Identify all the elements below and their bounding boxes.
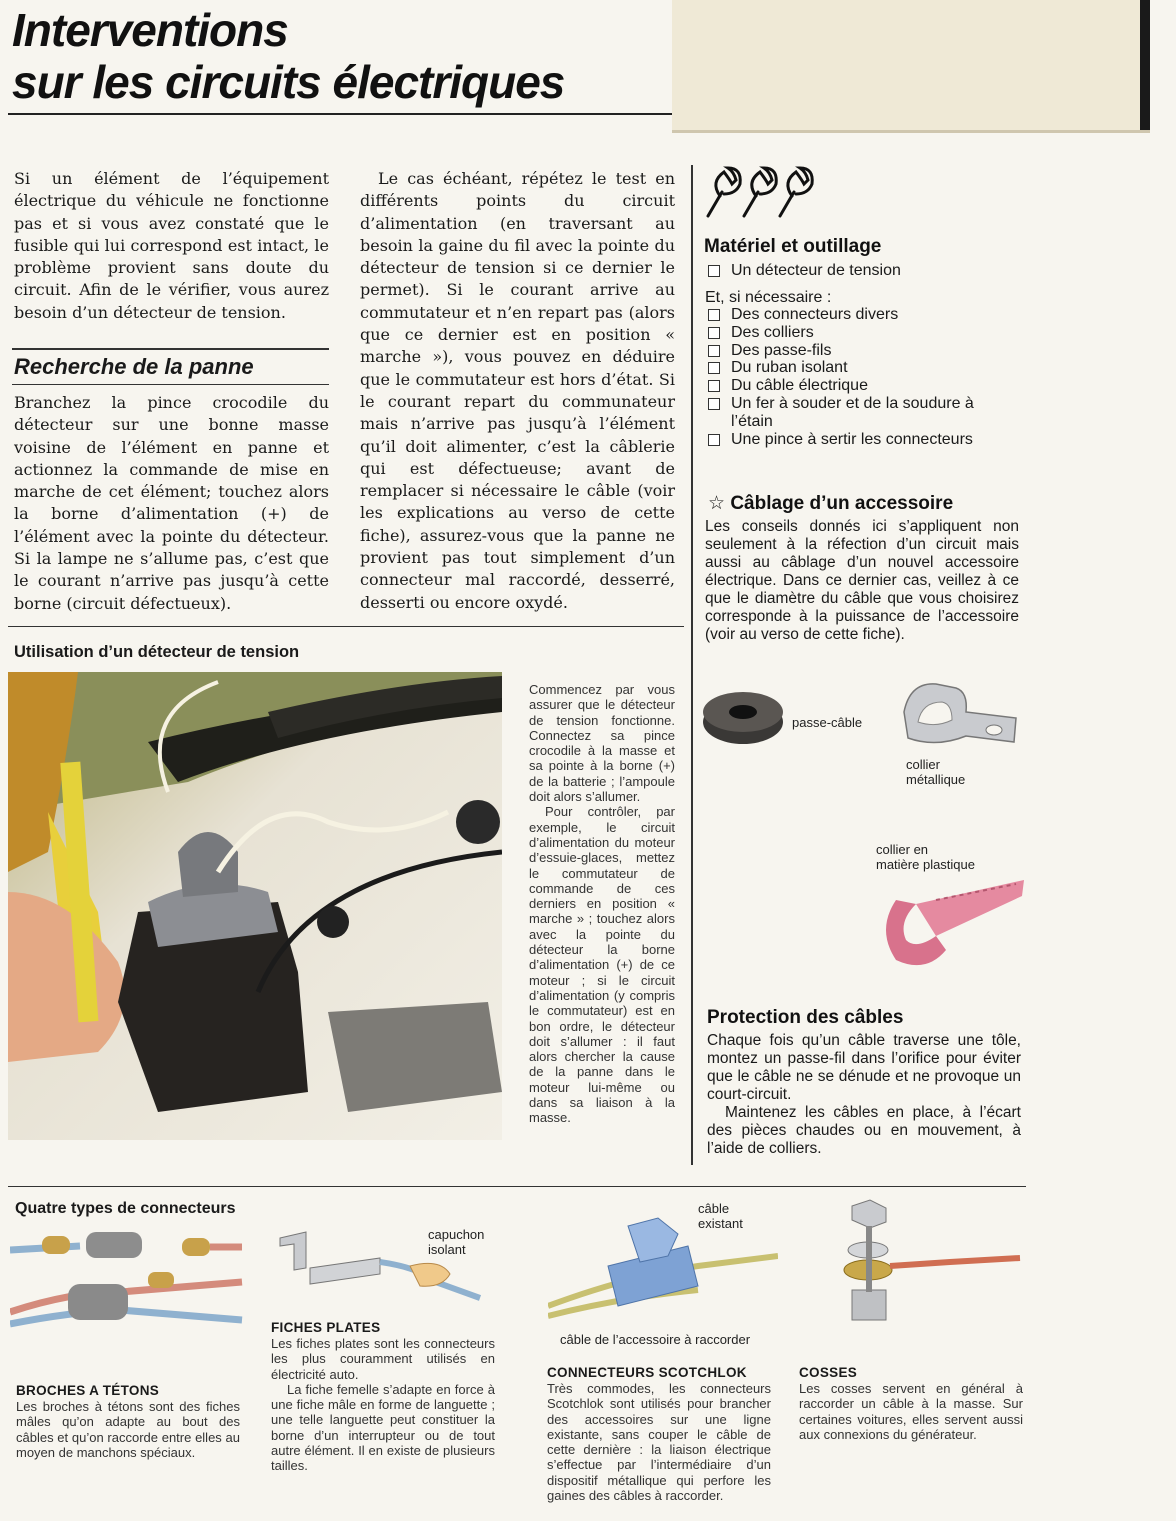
capuchon-label: capuchon isolant [428, 1227, 485, 1257]
metal-clip-label: collier métallique [906, 757, 966, 787]
title-line-1: Interventions [12, 4, 288, 56]
checklist-item: Des colliers [705, 324, 1035, 342]
grommet-illustration [700, 684, 786, 753]
fiches-paragraph-1: Les fiches plates sont les connecteurs les plus couramment utilisés en électricité auto. [271, 1336, 495, 1382]
title-rule [8, 113, 672, 115]
checkbox-icon [708, 398, 720, 410]
intro-paragraph-2: Le cas échéant, répétez le test en différents points du circuit d’alimentation (en traversant au besoin la gaine du fil avec la pointe du détecteur de tension si ce dernier le permet). Si le courant arrive au commutateur et n’en repart pas (alors que ce dernier est en position « marche »), vous pouvez en déduire que le commutateur est hors d’état. Si le courant repart du communateur mais n’arrive pas jusqu’à l’élément qu’il doit alimenter, c’est la câblerie qui est défectueuse; avant de remplacer si nécessaire le câble (voir les explications au verso de cette fiche), assurez-vous que la panne ne provient pas tout simplement d’un connecteur mal raccordé, desserré, desserti ou encore oxydé. [360, 169, 675, 612]
intro-paragraph-1: Si un élément de l’équipement électrique du véhicule ne fonctionne pas et si vous avez constaté que le fusible qui lui correspond est intact, le problème provient sans doute du circuit. Afin de le vérifier, vous aurez besoin d’un détecteur de tension. [14, 169, 329, 322]
pin-connector-illustration [10, 1222, 250, 1357]
title-line-2: sur les circuits électriques [12, 56, 565, 108]
materiel-heading: Matériel et outillage [704, 236, 882, 257]
fiches-title: FICHES PLATES [271, 1320, 381, 1335]
plastic-clip-illustration [876, 870, 1026, 983]
section-rule-under [12, 384, 329, 385]
scotchlok-illustration [548, 1206, 778, 1331]
column-divider [691, 165, 693, 1165]
connecteurs-rule [8, 1186, 1026, 1187]
checkbox-icon [708, 362, 720, 374]
ring-terminal-illustration [830, 1196, 1030, 1351]
checklist-item: Un fer à souder et de la soudure à l’étain [705, 395, 1001, 431]
required-tools-list [705, 262, 1035, 280]
scotchlok-text: Très commodes, les connecteurs Scotchlok sont utilisés pour brancher des accessoires sur une ligne existante, sans couper le câble de cette dernière : la liaison électrique s’effectue par l’intermédiaire d’un dispositif métallique qui perfore les gaines des câbles à raccorder. [547, 1381, 771, 1504]
broches-title: BROCHES A TÉTONS [16, 1383, 160, 1398]
fiches-paragraph-2: La fiche femelle s’adapte en force à une fiche mâle en forme de languette ; une telle languette peut constituer la borne d’un interrupteur ou de tout autre élément. Il en existe de plusieurs tailles. [271, 1381, 495, 1474]
photo-caption [529, 682, 675, 1126]
connecteurs-heading: Quatre types de connecteurs [15, 1200, 236, 1217]
checkbox-icon [708, 345, 720, 357]
checkbox-icon [708, 327, 720, 339]
metal-clip-illustration [896, 672, 1026, 767]
section-rule [12, 348, 329, 350]
caption-paragraph-2: Pour contrôler, par exemple, le circuit d’alimentation du moteur d’essuie-glaces, mettez le commutateur de commande de ces derniers en position « marche » ; touchez alors avec la pointe du détecteur la borne d’alimentation (+) de ce moteur ; si le circuit d’alimentation (y compris le commutateur) est en bon ordre, le détecteur doit s’allumer : il faut alors chercher la cause de la panne dans le moteur lui-même ou dans sa liaison à la masse. [529, 804, 675, 1126]
three-wrenches-icon [702, 162, 832, 225]
recherche-heading: Recherche de la panne [14, 354, 254, 379]
checklist-item: Une pince à sertir les connecteurs [705, 431, 1035, 449]
recherche-text: Branchez la pince crocodile du détecteur sur une bonne masse voisine de l’élément en panne et actionnez la commande de mise en marche de cet élément; touchez alors la borne d’alimentation (+) de l’élément avec la pointe du détecteur. Si la lampe ne s’allume pas, c’est que le courant n’arrive pas jusqu’à cette borne (circuit défectueux). [14, 393, 329, 613]
cablage-text: Les conseils donnés ici s’appliquent non seulement à la réfection d’un circuit mais aussi au câblage d’un nouvel accessoire électrique. Dans ce dernier cas, veillez à ce que le diamètre du câble que vous choisirez corresponde à la puissance de l’accessoire (voir au verso de cette fiche). [705, 518, 1019, 643]
utilisation-rule [8, 626, 684, 627]
checklist-item: Du câble électrique [705, 377, 1035, 395]
optional-tools-list [705, 306, 1035, 448]
voltage-tester-photo [8, 672, 502, 1140]
caption-paragraph-1: Commencez par vous assurer que le détecteur de tension fonctionne. Connectez sa pince crocodile à la masse et sa pointe à la borne (+) de la batterie ; l’ampoule doit alors s’allumer. [529, 682, 675, 805]
scotchlok-title: CONNECTEURS SCOTCHLOK [547, 1365, 747, 1380]
protection-paragraph-2: Maintenez les câbles en place, à l’écart des pièces chaudes ou en mouvement, à l’aide de colliers. [707, 1104, 1021, 1157]
cablage-heading: ☆ Câblage d’un accessoire [708, 493, 954, 514]
passe-cable-label: passe-câble [792, 715, 863, 730]
checklist-item: Un détecteur de tension [705, 262, 1035, 280]
star-icon: ☆ [708, 493, 726, 514]
broches-text: Les broches à tétons sont des fiches mâles qu’on adapte au bout des câbles et qu’on raccorde entre elles au moyen de manchons spéciaux. [16, 1399, 240, 1460]
plastic-clip-label: collier en matière plastique [876, 842, 975, 872]
utilisation-heading: Utilisation d’un détecteur de tension [14, 643, 300, 661]
fiches-text [271, 1336, 495, 1474]
cable-existant-label: câble existant [698, 1201, 743, 1231]
cable-accessoire-label: câble de l’accessoire à raccorder [560, 1332, 751, 1347]
cosses-title: COSSES [799, 1365, 858, 1380]
protection-text [707, 1032, 1021, 1158]
checklist-item: Du ruban isolant [705, 359, 1035, 377]
card-edge [1140, 0, 1150, 130]
protection-heading: Protection des câbles [707, 1007, 904, 1028]
checkbox-icon [708, 309, 720, 321]
protection-paragraph-1: Chaque fois qu’un câble traverse une tôle, montez un passe-fil dans l’orifice pour éviter que le câble ne se dénude et ne provoque un court-circuit. [707, 1032, 1021, 1103]
checklist-item: Des passe-fils [705, 342, 1035, 360]
checkbox-icon [708, 434, 720, 446]
attached-card [672, 0, 1150, 133]
optional-label: Et, si nécessaire : [705, 289, 832, 306]
page-title [12, 4, 564, 108]
checkbox-icon [708, 265, 720, 277]
checkbox-icon [708, 380, 720, 392]
checklist-item: Des connecteurs divers [705, 306, 1035, 324]
cosses-text: Les cosses servent en général à raccorder un câble à la masse. Sur certaines voitures, elles servent aussi aux connexions du générateur. [799, 1381, 1023, 1442]
